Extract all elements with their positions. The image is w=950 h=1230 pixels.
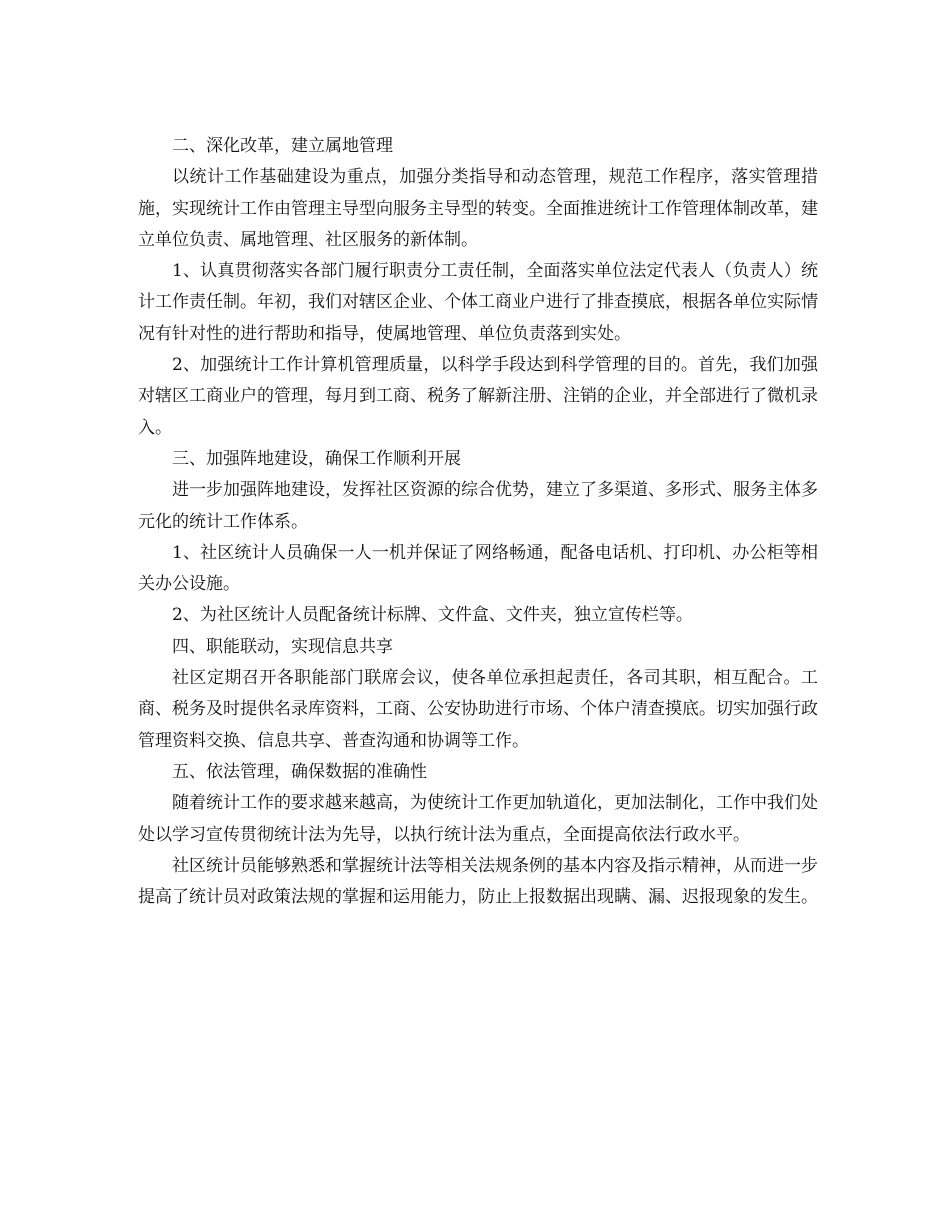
paragraph: 社区定期召开各职能部门联席会议，使各单位承担起责任，各司其职，相互配合。工商、税务及时提供名录库资料，工商、公安协助进行市场、个体户清查摸底。切实加强行政管理资料交换、信息共享、普查沟通和协调等工作。 xyxy=(138,668,818,751)
section-heading-4: 四、职能联动，实现信息共享 xyxy=(172,636,393,657)
paragraph: 1、社区统计人员确保一人一机并保证了网络畅通，配备电话机、打印机、办公柜等相关办公设施。 xyxy=(138,542,818,595)
section-heading-2: 二、深化改革，建立属地管理 xyxy=(172,136,393,156)
section-heading-3: 三、加强阵地建设，确保工作顺利开展 xyxy=(172,448,461,469)
paragraph: 1、认真贯彻落实各部门履行职责分工责任制，全面落实单位法定代表人（负责人）统计工作责任制。年初，我们对辖区企业、个体工商业户进行了排查摸底，根据各单位实际情况有针对性的进行帮助和指导，使属地管理、单位负责落到实处。 xyxy=(138,261,818,344)
paragraph: 2、加强统计工作计算机管理质量，以科学手段达到科学管理的目的。首先，我们加强对辖区工商业户的管理，每月到工商、税务了解新注册、注销的企业，并全部进行了微机录入。 xyxy=(138,355,818,438)
paragraph: 社区统计员能够熟悉和掌握统计法等相关法规条例的基本内容及指示精神，从而进一步提高了统计员对政策法规的掌握和运用能力，防止上报数据出现瞒、漏、迟报现象的发生。 xyxy=(138,855,818,908)
document-body xyxy=(138,131,818,913)
paragraph: 随着统计工作的要求越来越高，为使统计工作更加轨道化，更加法制化，工作中我们处处以学习宣传贯彻统计法为先导，以执行统计法为重点，全面提高依法行政水平。 xyxy=(138,793,818,845)
paragraph: 进一步加强阵地建设，发挥社区资源的综合优势，建立了多渠道、多形式、服务主体多元化的统计工作体系。 xyxy=(138,480,818,532)
paragraph: 2、为社区统计人员配备统计标牌、文件盒、文件夹，独立宣传栏等。 xyxy=(172,605,693,626)
paragraph: 以统计工作基础建设为重点，加强分类指导和动态管理，规范工作程序，落实管理措施，实现统计工作由管理主导型向服务主导型的转变。全面推进统计工作管理体制改革，建立单位负责、属地管理、社区服务的新体制。 xyxy=(138,167,818,250)
section-heading-5: 五、依法管理，确保数据的准确性 xyxy=(172,761,427,782)
